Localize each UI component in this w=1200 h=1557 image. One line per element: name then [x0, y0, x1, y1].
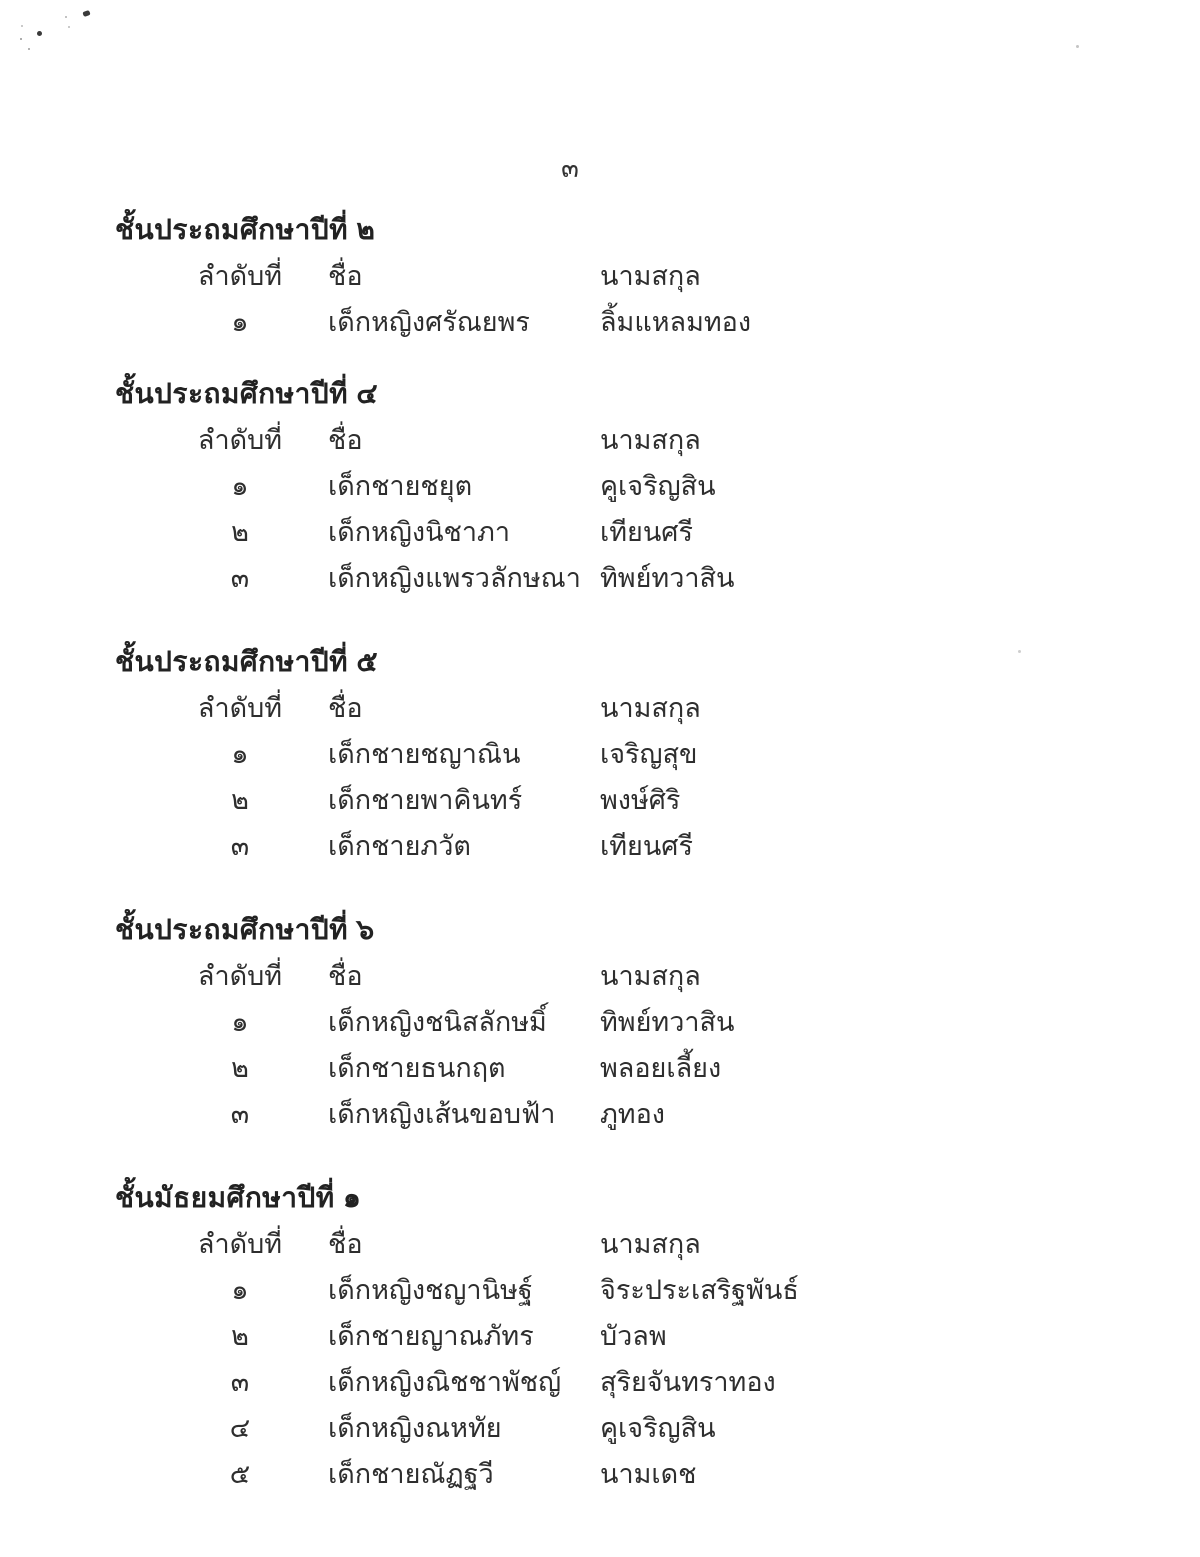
- student-last-name: พงษ์ศิริ: [600, 784, 681, 815]
- column-header-surname: นามสกุล: [600, 1228, 701, 1259]
- section-title: ชั้นประถมศึกษาปีที่ ๖: [115, 914, 375, 945]
- scan-speck: [65, 16, 67, 18]
- student-row: [115, 554, 1140, 600]
- section-title: ชั้นประถมศึกษาปีที่ ๔: [115, 378, 379, 409]
- student-no: ๓: [230, 1366, 250, 1397]
- student-no: ๒: [231, 784, 249, 815]
- scan-speck: [21, 25, 23, 27]
- student-last-name: สุริยจันทราทอง: [600, 1366, 776, 1397]
- student-first-name: เด็กชายชยุต: [328, 470, 473, 501]
- grade-section-p2: [115, 208, 1140, 344]
- student-row: [115, 298, 1140, 344]
- student-row: [115, 1450, 1140, 1496]
- student-row: [115, 1090, 1140, 1136]
- column-header-name: ชื่อ: [328, 1228, 363, 1259]
- column-header-name: ชื่อ: [328, 960, 363, 991]
- scan-speck: [1076, 45, 1079, 48]
- student-no: ๕: [229, 1458, 251, 1489]
- student-no: ๒: [231, 1052, 249, 1083]
- student-first-name: เด็กหญิงนิชาภา: [328, 516, 510, 547]
- student-no: ๒: [231, 516, 249, 547]
- grade-section-m1: [115, 1176, 1140, 1496]
- student-first-name: เด็กชายญาณภัทร: [328, 1320, 534, 1351]
- column-header-surname: นามสกุล: [600, 260, 701, 291]
- table-header-row: [115, 952, 1140, 998]
- column-header-surname: นามสกุล: [600, 424, 701, 455]
- section-title: ชั้นมัธยมศึกษาปีที่ ๑: [115, 1182, 362, 1213]
- student-first-name: เด็กหญิงเส้นขอบฟ้า: [328, 1098, 556, 1129]
- student-last-name: ทิพย์ทวาสิน: [600, 1006, 735, 1037]
- student-first-name: เด็กหญิงชญานิษฐ์: [328, 1274, 533, 1305]
- student-last-name: คูเจริญสิน: [600, 1412, 716, 1443]
- student-first-name: เด็กหญิงชนิสลักษมิ์: [328, 1006, 547, 1037]
- student-first-name: เด็กหญิงณหทัย: [328, 1412, 502, 1443]
- student-row: [115, 776, 1140, 822]
- student-last-name: คูเจริญสิน: [600, 470, 716, 501]
- student-no: ๓: [230, 562, 250, 593]
- grade-section-p5: [115, 640, 1140, 868]
- student-last-name: เทียนศรี: [600, 830, 693, 861]
- student-last-name: จิระประเสริฐพันธ์: [600, 1274, 799, 1305]
- table-header-row: [115, 1220, 1140, 1266]
- student-row: [115, 1404, 1140, 1450]
- grade-section-p6: [115, 908, 1140, 1136]
- student-row: [115, 508, 1140, 554]
- scan-speck: [82, 10, 90, 17]
- student-last-name: บัวลพ: [600, 1320, 667, 1351]
- student-row: [115, 1312, 1140, 1358]
- student-first-name: เด็กหญิงแพรวลักษณา: [328, 562, 581, 593]
- student-no: ๑: [231, 306, 249, 337]
- column-header-surname: นามสกุล: [600, 960, 701, 991]
- column-header-order: ลำดับที่: [197, 260, 283, 291]
- column-header-surname: นามสกุล: [600, 692, 701, 723]
- student-first-name: เด็กชายธนกฤต: [328, 1052, 506, 1083]
- scan-speck: [28, 48, 30, 50]
- student-last-name: พลอยเลี้ยง: [600, 1052, 722, 1083]
- column-header-order: ลำดับที่: [197, 424, 283, 455]
- student-first-name: เด็กชายภวัต: [328, 830, 471, 861]
- document-content: [115, 208, 1140, 1536]
- student-row: [115, 822, 1140, 868]
- scan-speck: [20, 38, 22, 40]
- student-last-name: เทียนศรี: [600, 516, 693, 547]
- student-no: ๒: [231, 1320, 249, 1351]
- scan-speck: [37, 31, 42, 36]
- section-title: ชั้นประถมศึกษาปีที่ ๒: [115, 214, 376, 245]
- student-no: ๑: [231, 1274, 249, 1305]
- table-header-row: [115, 252, 1140, 298]
- student-last-name: ภูทอง: [600, 1098, 665, 1129]
- student-no: ๑: [231, 470, 249, 501]
- student-last-name: ทิพย์ทวาสิน: [600, 562, 735, 593]
- student-no: ๔: [229, 1412, 251, 1443]
- student-row: [115, 462, 1140, 508]
- column-header-order: ลำดับที่: [197, 960, 283, 991]
- table-header-row: [115, 416, 1140, 462]
- table-header-row: [115, 684, 1140, 730]
- student-no: ๑: [231, 738, 249, 769]
- grade-section-p4: [115, 372, 1140, 600]
- student-row: [115, 1044, 1140, 1090]
- column-header-name: ชื่อ: [328, 260, 363, 291]
- student-row: [115, 730, 1140, 776]
- student-no: ๓: [230, 1098, 250, 1129]
- student-last-name: นามเดช: [600, 1458, 697, 1489]
- student-first-name: เด็กหญิงณิชชาพัชญ์: [328, 1366, 562, 1397]
- student-row: [115, 1266, 1140, 1312]
- column-header-name: ชื่อ: [328, 692, 363, 723]
- student-no: ๑: [231, 1006, 249, 1037]
- student-row: [115, 1358, 1140, 1404]
- column-header-order: ลำดับที่: [197, 1228, 283, 1259]
- student-no: ๓: [230, 830, 250, 861]
- student-row: [115, 998, 1140, 1044]
- section-title: ชั้นประถมศึกษาปีที่ ๕: [115, 646, 379, 677]
- student-last-name: เจริญสุข: [600, 738, 698, 769]
- student-last-name: ลิ้มแหลมทอง: [600, 306, 752, 337]
- student-first-name: เด็กหญิงศรัณยพร: [328, 306, 530, 337]
- column-header-name: ชื่อ: [328, 424, 363, 455]
- scan-speck: [68, 26, 70, 28]
- student-first-name: เด็กชายชญาณิน: [328, 738, 521, 769]
- column-header-order: ลำดับที่: [197, 692, 283, 723]
- student-first-name: เด็กชายณัฏฐวี: [328, 1458, 494, 1489]
- student-first-name: เด็กชายพาคินทร์: [328, 784, 523, 815]
- page-number: ๓: [561, 153, 579, 183]
